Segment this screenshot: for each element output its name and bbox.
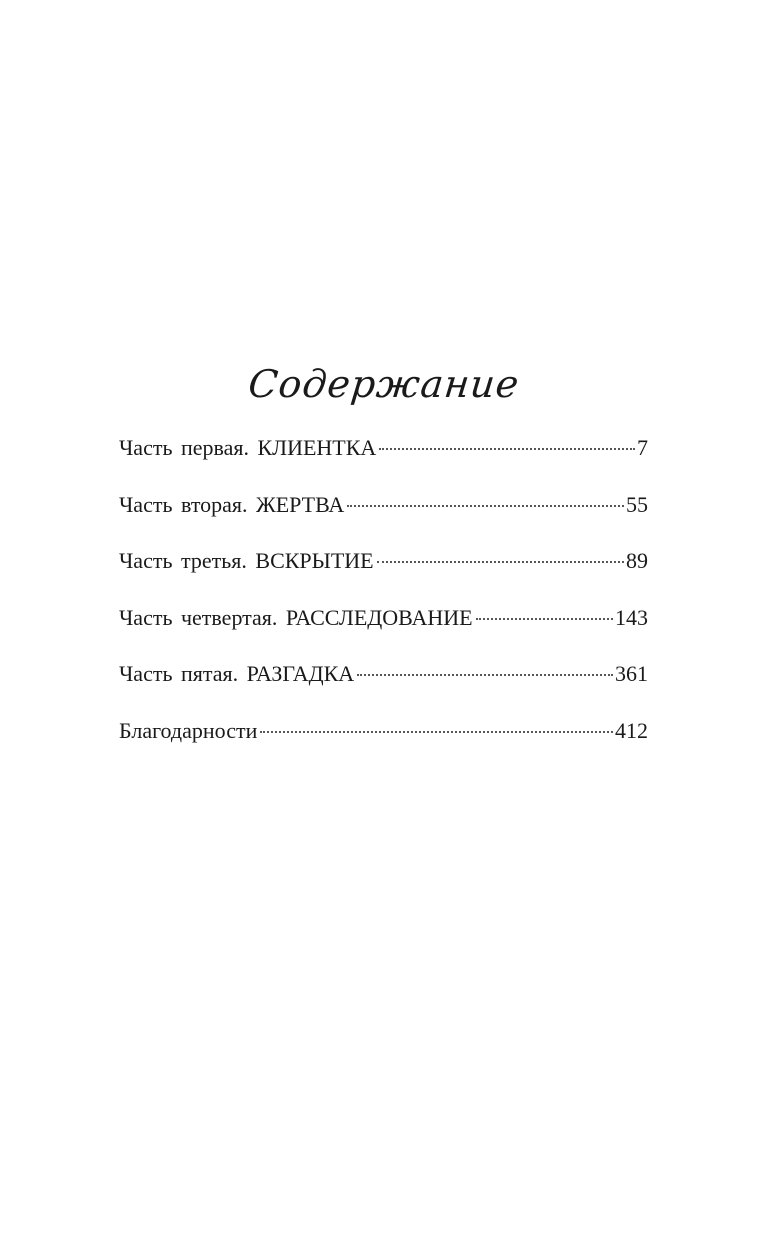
dot-leader <box>347 505 624 507</box>
dot-leader <box>379 448 635 450</box>
toc-entry-page-number: 412 <box>615 717 648 743</box>
toc-entry-label: Благодарности <box>119 717 258 743</box>
toc-entry-part-3[interactable] <box>119 545 648 602</box>
toc-title: Содержание <box>246 362 522 406</box>
dot-leader <box>357 674 613 676</box>
dot-leader <box>260 731 613 733</box>
toc-entry-part-4[interactable] <box>119 602 648 659</box>
dot-leader <box>476 618 613 620</box>
toc-entry-part-5[interactable] <box>119 658 648 715</box>
toc-entry-label: Часть четвертая. РАССЛЕДОВАНИЕ <box>119 604 473 630</box>
toc-entry-label: Часть вторая. ЖЕРТВА <box>119 491 345 517</box>
toc-entry-page-number: 143 <box>615 604 648 630</box>
toc-entry-label: Часть пятая. РАЗГАДКА <box>119 661 355 686</box>
toc-entry-label: Часть третья. ВСКРЫТИЕ <box>119 548 374 573</box>
toc-entry-part-1[interactable] <box>119 432 648 489</box>
dot-leader <box>377 561 624 563</box>
toc-entry-page-number: 361 <box>615 661 648 686</box>
toc-entry-part-2[interactable] <box>119 489 648 546</box>
toc-entry-label: Часть первая. КЛИЕНТКА <box>119 435 377 460</box>
toc-list <box>119 432 648 771</box>
toc-entry-page-number: 7 <box>637 435 648 460</box>
toc-entry-page-number: 55 <box>626 491 648 517</box>
toc-entry-page-number: 89 <box>626 548 648 573</box>
toc-entry-acknowledgements[interactable] <box>119 715 648 772</box>
